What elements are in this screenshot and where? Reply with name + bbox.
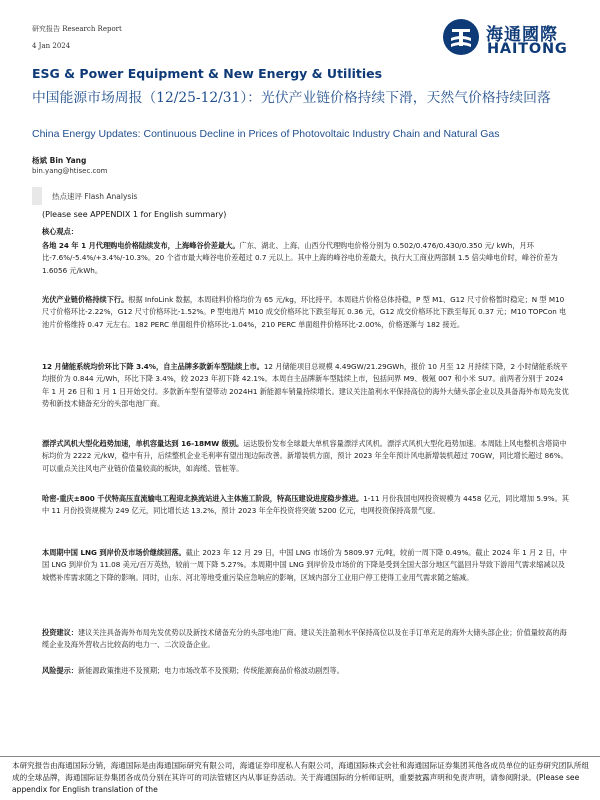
para-lng <box>42 547 572 584</box>
para-body: 建议关注具备海外布局先发优势以及新技术储备充分的头部电池厂商。建议关注盈利水平保持高位以及在手订单充足的海外大储头部企业；价值量较高的海缆企业及海外营收占比较高的电力一、二次设备企业。 <box>42 628 567 650</box>
footer-disclaimer: 本研究报告由海通国际分销，海通国际是由海通国际研究有限公司，海通证券印度私人有限公司，海通国际株式会社和海通国际证券集团其他各成员单位的证券研究团队所组成的全球品牌，海通国际证券集团各成员分别在其许可的司法管辖区内从事证券活动。关于海通国际的分析师证明，重要披露声明和免责声明，请参阅附录。(Please see appendix for English translation of the <box>12 761 590 795</box>
sector-title: ESG & Power Equipment & New Energy & Utilities <box>32 66 383 81</box>
report-title-en: China Energy Updates: Continuous Decline in Prices of Photovoltaic Industry Chain and Natural Gas <box>32 128 500 140</box>
flash-analysis-label: 热点速评 Flash Analysis <box>52 192 138 201</box>
para-heading: 投资建议： <box>42 628 78 637</box>
para-heading: 本周期中国 LNG 到岸价及市场价继续回落。 <box>42 548 186 557</box>
para-body: 12 月储能项目总规模 4.49GW/21.29GWh，报价 10 月至 12 月持续下降，2 小时储能系统平均报价为 0.844 元/Wh，环比下降 3.4%，较 2023 年初下降 42.1%。本周自主品牌新车型陆续上市，包括问界 M9、极氪 007 和小米 SU7。前两者分别于 2024 年 1 月 26 日和 1 月 1 日开始交付。多款新车型有望带动 2024H1 新能源车销量持续增长。建议关注盈利水平保持高位的海外大储头部企业以及具备海外布局先发优势和新技术储备充分的头部电池厂商。 <box>42 362 569 409</box>
author-email[interactable]: bin.yang@htisec.com <box>32 167 108 175</box>
para-heading: 各地 24 年 1 月代理购电价格陆续发布，上海峰谷价差最大。 <box>42 241 240 250</box>
logo-en-text: HAITONG <box>487 41 568 57</box>
report-title-cn: 中国能源市场周报（12/25-12/31）：光伏产业链价格持续下滑，天然气价格持续回落 <box>32 90 551 106</box>
report-meta <box>32 24 122 58</box>
footer-divider <box>0 756 600 757</box>
author-name: 杨斌 Bin Yang <box>32 156 87 165</box>
appendix-note: (Please see APPENDIX 1 for English summary) <box>42 210 227 219</box>
para-heading: 哈密-重庆±800 千伏特高压直流输电工程迎北换流站进入主体施工阶段，特高压建设进度稳步推进。 <box>42 494 364 503</box>
banner-accent-bar <box>32 187 42 205</box>
para-risk-warning <box>42 665 572 677</box>
flash-analysis-banner <box>32 187 582 205</box>
para-heading: 光伏产业链价格持续下行。 <box>42 295 129 304</box>
para-body: 运达股份发布全球最大单机容量漂浮式风机。漂浮式风机大型化趋势加速。本周陆上风电整机含塔筒中标均价为 2222 元/kW，稳中有升，后续整机企业毛利率有望出现边际改善。新增装机方面，预计 2023 年全年预计风电新增装机超过 70GW，同比增长超过 86%。可以重点关注风电产业链价值量较高的板块，如海缆、管桩等。 <box>42 439 568 473</box>
report-date: 4 Jan 2024 <box>32 42 71 50</box>
para-pv-chain <box>42 294 572 331</box>
para-body: 1-11 月份我国电网投资规模为 4458 亿元，同比增加 5.9%。其中 11 月份投资规模为 249 亿元，同比增长达 13.2%，预计 2023 年全年投资将突破 5200 亿元，电网投资保持高景气度。 <box>42 494 569 516</box>
para-body: 截止 2023 年 12 月 29 日，中国 LNG 市场价为 5809.97 元/吨，较前一周下降 0.49%。截止 2024 年 1 月 2 日，中国 LNG 到岸价为 11.08 美元/百万英热，较前一周下降 5.27%。本周期中国 LNG 到岸价及市场价的下降是受到全国大部分地区气温回升导致下游用气需求缩减以及城燃补库需求随之下降的影响。同时，山东、河北等地受重污染应急响应的影响，区域内部分工业用户停工使得工业用气需求随之缩减。 <box>42 548 567 582</box>
core-views-label: 核心观点： <box>42 227 78 236</box>
para-body: 新能源政策推进不及预期；电力市场改革不及预期；传统能源商品价格波动剧烈等。 <box>77 666 344 675</box>
para-body: 根据 InfoLink 数据，本周硅料价格均价为 65 元/kg，环比持平。本周硅片价格总体持稳，P 型 M1、G12 尺寸价格暂时稳定；N 型 M10 尺寸价格环比-2.22%，G12 尺寸价格环比-1.52%。P 型电池片 M10 成交价格环比下跌至每瓦 0.36 元，G12 成交价格环比下跌至每瓦 0.37 元；M10 TOPCon 电池片价格维持 0.47 元左右。182 PERC 单面组件价格环比-1.04%，210 PERC 单面组件价格环比-2.00%，价格逐渐与 182 接近。 <box>42 295 567 329</box>
logo-cn-text: 海通國際 <box>486 25 558 45</box>
para-heading: 12 月储能系统均价环比下降 3.4%，自主品牌多款新车型陆续上市。 <box>42 362 264 371</box>
haitong-logo <box>442 18 582 64</box>
para-body: 广东、湖北、上海、山西分代理购电价格分别为 0.502/0.476/0.430/0.350 元/ kWh，月环比-7.6%/-5.4%/+3.4%/-10.3%。20 个省市最大峰谷电价差超过 0.7 元以上。其中上海的峰谷电价差最大，执行大工商业两部制 1.5 倍尖峰电价时，峰谷价差为 1.6056 元/kWh。 <box>42 241 558 275</box>
report-type: 研究报告 Research Report <box>32 25 122 33</box>
para-energy-storage <box>42 361 572 411</box>
haitong-logo-icon <box>442 18 480 56</box>
para-wind-power <box>42 438 572 475</box>
para-investment-advice <box>42 627 572 652</box>
para-electricity-price <box>42 240 572 277</box>
para-heading: 风险提示： <box>42 666 78 675</box>
para-uhv-grid <box>42 493 572 518</box>
para-heading: 漂浮式风机大型化趋势加速，单机容量达到 16-18MW 级别。 <box>42 439 244 448</box>
